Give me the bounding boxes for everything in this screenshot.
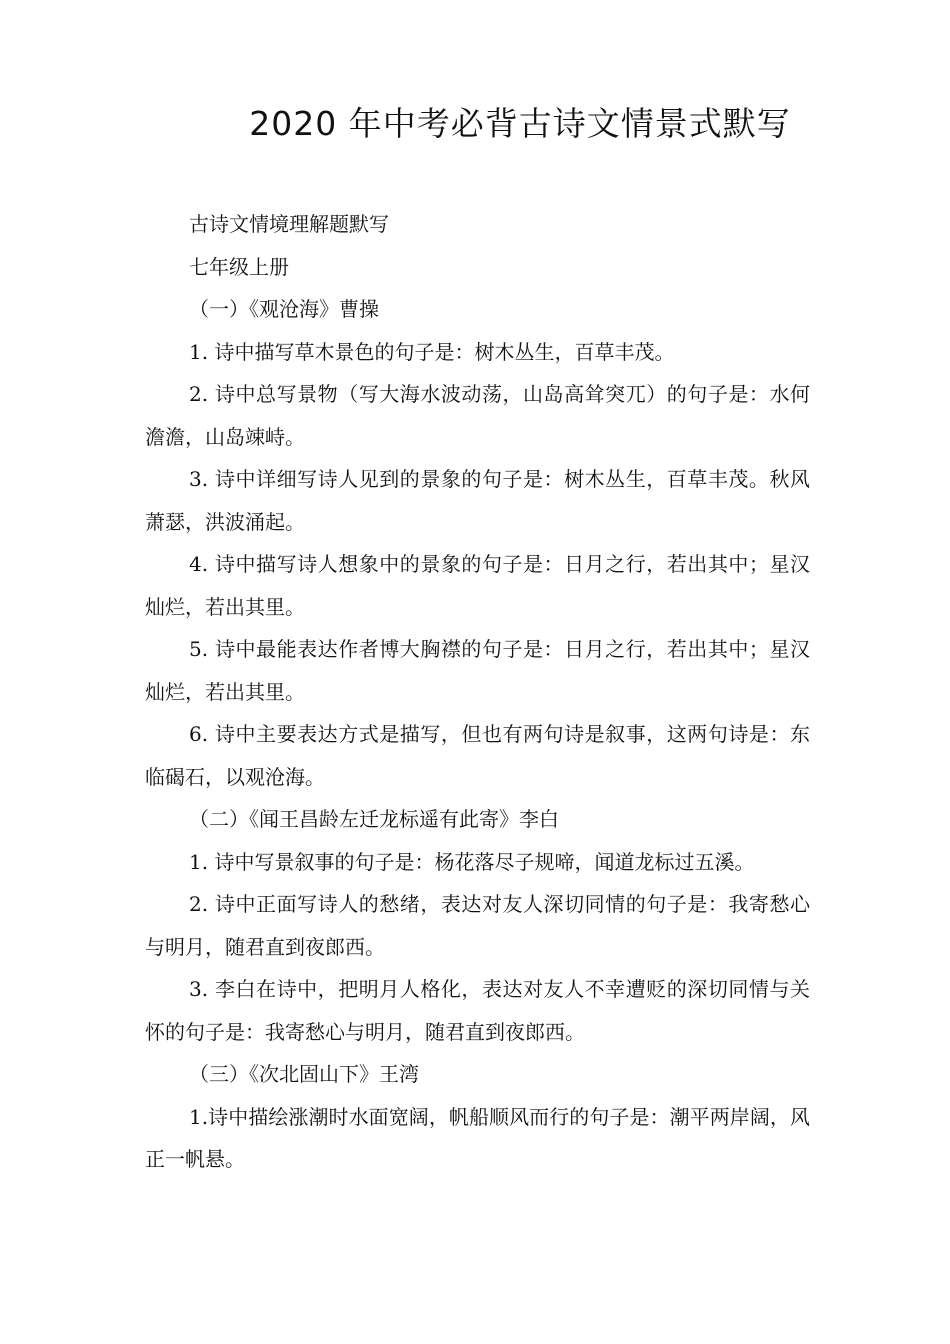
poem-heading-3: （三）《次北固山下》王湾 <box>189 1062 419 1086</box>
question-1-4: 4. 诗中描写诗人想象中的景象的句子是：日月之行，若出其中；星汉灿烂，若出其里。 <box>145 552 810 619</box>
question-2-1: 1. 诗中写景叙事的句子是：杨花落尽子规啼，闻道龙标过五溪。 <box>189 849 755 874</box>
question-1-6: 6. 诗中主要表达方式是描写，但也有两句诗是叙事，这两句诗是：东临碣石，以观沧海。 <box>145 722 810 789</box>
question-3-1: 1.诗中描绘涨潮时水面宽阔，帆船顺风而行的句子是：潮平两岸阔，风正一帆悬。 <box>145 1104 810 1171</box>
grade-heading: 七年级上册 <box>189 254 289 279</box>
question-1-3: 3. 诗中详细写诗人见到的景象的句子是：树木丛生，百草丰茂。秋风萧瑟，洪波涌起。 <box>145 467 810 534</box>
document-title: 2020 年中考必背古诗文情景式默写 <box>249 104 791 143</box>
poem-heading-2: （二）《闻王昌龄左迁龙标遥有此寄》李白 <box>189 807 559 831</box>
question-1-2: 2. 诗中总写景物（写大海水波动荡，山岛高耸突兀）的句子是：水何澹澹，山岛竦峙。 <box>145 382 810 449</box>
poem-heading-1: （一）《观沧海》曹操 <box>189 297 379 321</box>
question-1-5: 5. 诗中最能表达作者博大胸襟的句子是：日月之行，若出其中；星汉灿烂，若出其里。 <box>145 637 810 704</box>
question-1-1: 1. 诗中描写草木景色的句子是：树木丛生，百草丰茂。 <box>189 339 675 364</box>
question-2-2: 2. 诗中正面写诗人的愁绪，表达对友人深切同情的句子是：我寄愁心与明月，随君直到夜郎西。 <box>145 892 810 959</box>
document-body <box>145 203 810 1181</box>
section-heading: 古诗文情境理解题默写 <box>189 212 389 236</box>
question-2-3: 3. 李白在诗中，把明月人格化，表达对友人不幸遭贬的深切同情与关怀的句子是：我寄愁心与明月，随君直到夜郎西。 <box>145 977 810 1044</box>
